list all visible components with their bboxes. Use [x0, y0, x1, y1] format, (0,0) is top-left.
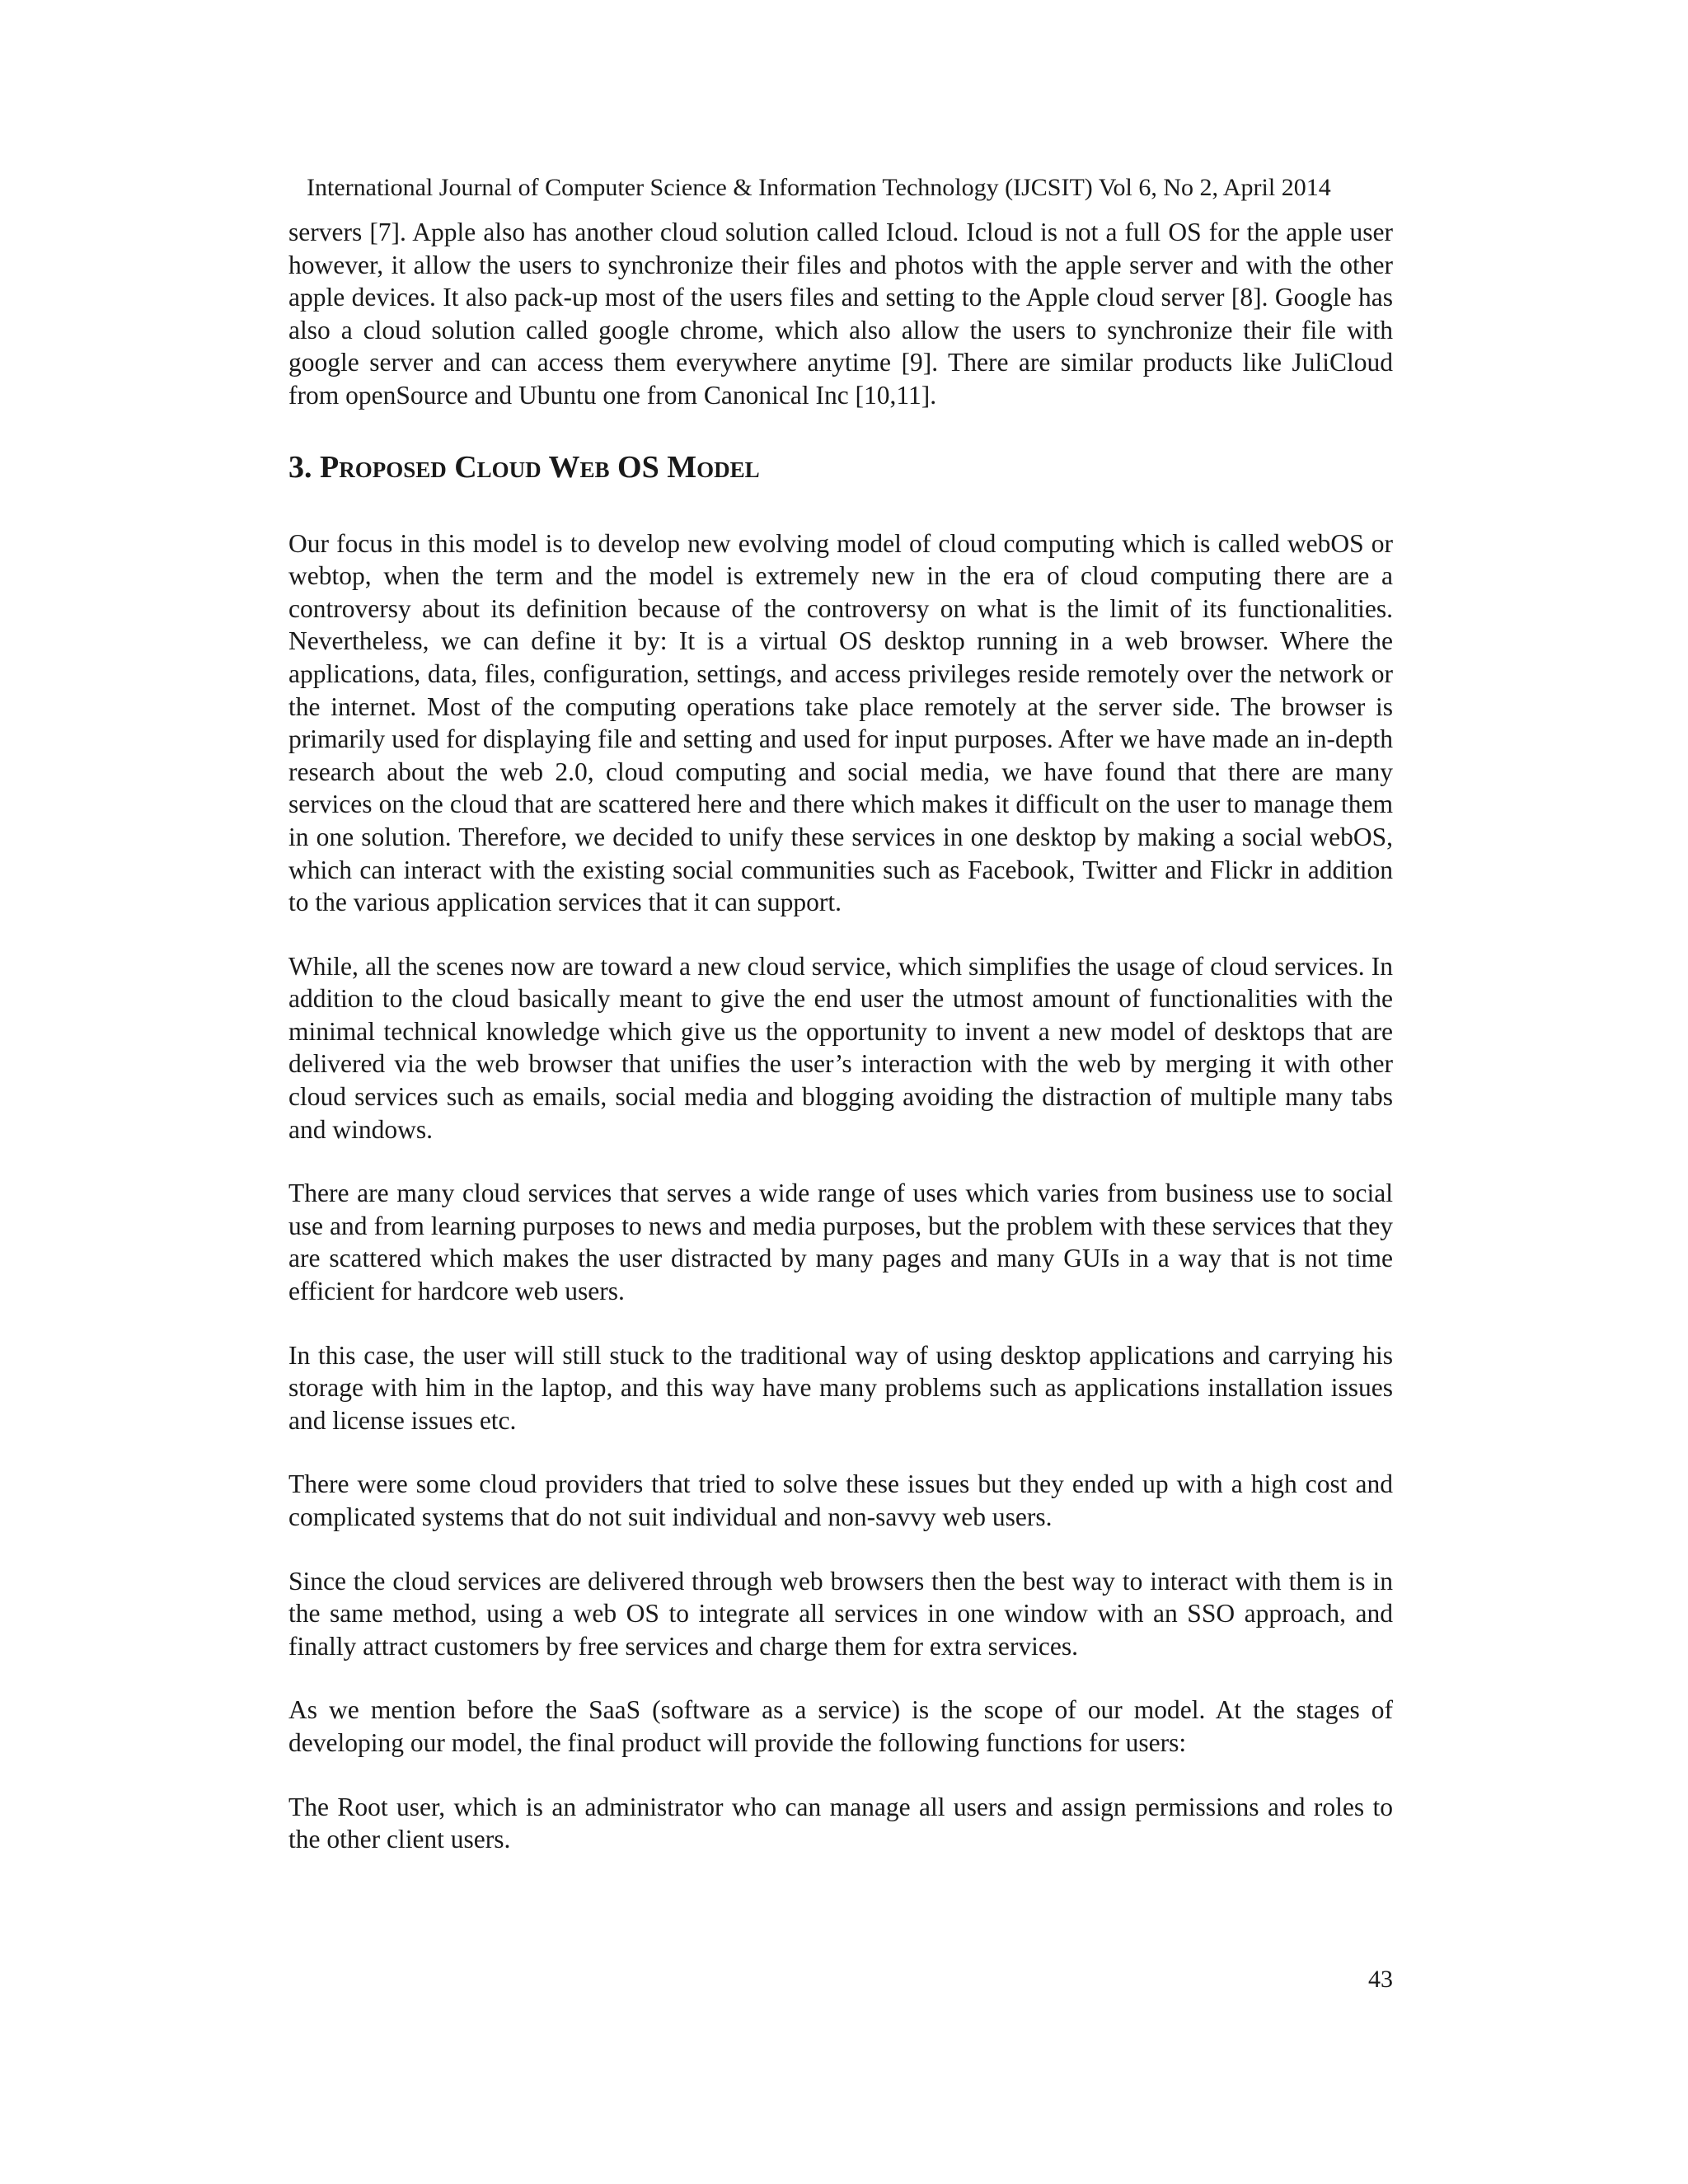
body-column — [288, 216, 1393, 1856]
paragraph-scattered-services: There are many cloud services that serves a wide range of uses which varies from business use to social use and from learning purposes to news and media purposes, but the problem with these services that they are scattered which makes the user distracted by many pages and many GUIs in a way that is not time efficient for hardcore web users. — [288, 1179, 1393, 1306]
paragraph-continued: servers [7]. Apple also has another cloud solution called Icloud. Icloud is not a full OS for the apple user however, it allow the users to synchronize their files and photos with the apple server and with the other apple devices. It also pack-up most of the users files and setting to the Apple cloud server [8]. Google has also a cloud solution called google chrome, which also allow the users to synchronize their file with google server and can access them everywhere anytime [9]. There are similar products like JuliCloud from openSource and Ubuntu one from Canonical Inc [10,11]. — [288, 218, 1393, 410]
paragraph-traditional-desktop: In this case, the user will still stuck to the traditional way of using desktop applications and carrying his storage with him in the laptop, and this way have many problems such as applications installation issues and license issues etc. — [288, 1340, 1393, 1435]
paragraph-saas-scope: As we mention before the SaaS (software as a service) is the scope of our model. At the stages of developing our model, the final product will provide the following functions for users: — [288, 1695, 1393, 1757]
paragraph-root-user: The Root user, which is an administrator who can manage all users and assign permissions and roles to the other client users. — [288, 1792, 1393, 1854]
paragraph-cloud-service-trend: While, all the scenes now are toward a new cloud service, which simplifies the usage of cloud services. In addition to the cloud basically meant to give the end user the utmost amount of functionalities with the minimal technical knowledge which give us the opportunity to invent a new model of desktops that are delivered via the web browser that unifies the user’s interaction with the web by merging it with other cloud services such as emails, social media and blogging avoiding the distraction of multiple many tabs and windows. — [288, 951, 1393, 1144]
paragraph-webos-definition: Our focus in this model is to develop new evolving model of cloud computing which is called webOS or webtop, when the term and the model is extremely new in the era of cloud computing there are a controversy about its definition because of the controversy on what is the limit of its functionalities. Nevertheless, we can define it by: It is a virtual OS desktop running in a web browser. Where the applications, data, files, configuration, settings, and access privileges reside remotely over the network or the internet. Most of the computing operations take place remotely at the server side. The browser is primarily used for displaying file and setting and used for input purposes. After we have made an in-depth research about the web 2.0, cloud computing and social media, we have found that there are many services on the cloud that are scattered here and there which makes it difficult on the user to manage them in one solution. Therefore, we decided to unify these services in one desktop by making a social webOS, which can interact with the existing social communities such as Facebook, Twitter and Flickr in addition to the various application services that it can support. — [288, 528, 1393, 917]
page-number: 43 — [1368, 1966, 1393, 1993]
paragraph-web-os-sso: Since the cloud services are delivered through web browsers then the best way to interact with them is in the same method, using a web OS to integrate all services in one window with an SSO approach, and finally attract customers by free services and charge them for extra services. — [288, 1566, 1393, 1661]
section-heading: 3. Proposed Cloud Web OS Model — [288, 449, 760, 485]
paragraph-cloud-providers: There were some cloud providers that tried to solve these issues but they ended up with a high cost and complicated systems that do not suit individual and non-savvy web users. — [288, 1469, 1393, 1531]
running-header: International Journal of Computer Science & Information Technology (IJCSIT) Vol 6, No 2, April 2014 — [307, 174, 1331, 201]
